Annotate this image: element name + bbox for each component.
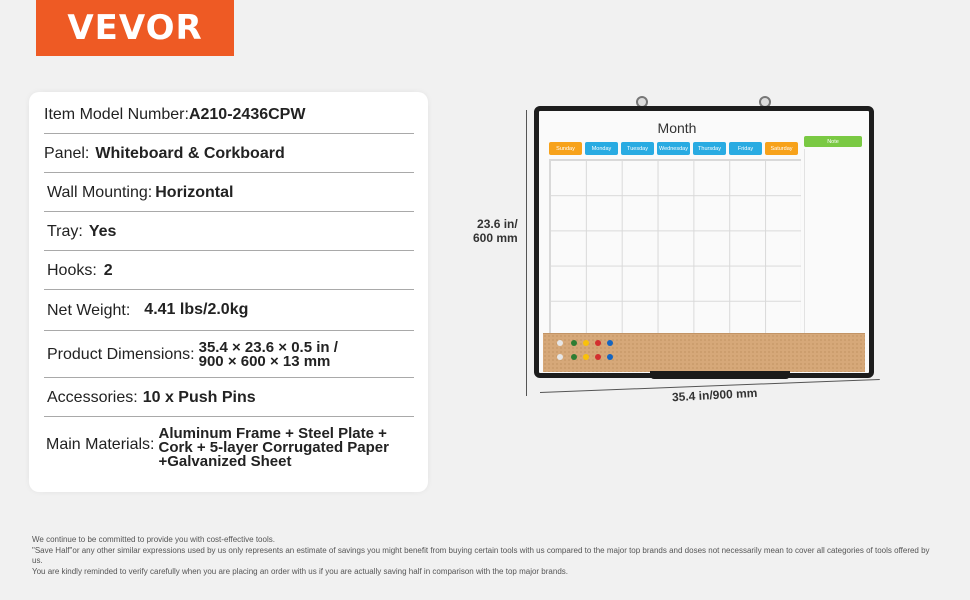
spec-row-hooks (44, 252, 414, 290)
spec-value: 10 x Push Pins (142, 388, 256, 406)
day-tab: Tuesday (621, 142, 654, 155)
materials-line-1: Aluminum Frame + Steel Plate + (158, 425, 387, 442)
height-dimension-line (526, 110, 527, 396)
day-tab: Wednesday (657, 142, 690, 155)
spec-value: Horizontal (155, 183, 234, 201)
materials-line-2: Cork + 5-layer Corrugated Paper (158, 439, 389, 456)
spec-row-dimensions (44, 332, 414, 378)
spec-row-materials (44, 418, 414, 478)
push-pin-icon (557, 354, 563, 360)
spec-card (29, 92, 428, 492)
day-tab: Friday (729, 142, 762, 155)
spec-label: Hooks: (47, 261, 97, 279)
day-tab: Thursday (693, 142, 726, 155)
disclaimer-line-1: We continue to be committed to provide you with cost-effective tools. (32, 535, 275, 544)
day-tab: Monday (585, 142, 618, 155)
push-pin-icon (583, 354, 589, 360)
product-image (470, 86, 900, 426)
spec-label: Item Model Number: (44, 105, 189, 123)
vevor-logo (36, 0, 234, 56)
spec-row-accessories (44, 379, 414, 417)
spec-label: Accessories: (47, 388, 138, 406)
height-label (473, 217, 518, 245)
disclaimer (32, 535, 937, 577)
height-label-line-1: 23.6 in/ (477, 217, 518, 231)
spec-label: Panel: (44, 144, 90, 162)
spec-label: Main Materials: (46, 436, 155, 453)
spec-row-tray (44, 213, 414, 251)
day-tab: Sunday (549, 142, 582, 155)
dimensions-line-1: 35.4 × 23.6 × 0.5 in / (198, 338, 338, 356)
spec-label: Tray: (47, 222, 83, 240)
disclaimer-line-2: "Save Half"or any other similar expressions used by us only represents an estimate of savings you might benefit from buying certain tools with us compared to the major top brands and doses not necessarily mean to cover all categories of tools offered by us. (32, 545, 930, 565)
push-pin-icon (595, 354, 601, 360)
logo-text: VEVOR (67, 8, 203, 48)
push-pin-icon (607, 354, 613, 360)
spec-value: Yes (88, 222, 117, 240)
note-area (804, 149, 865, 335)
spec-row-panel (44, 135, 414, 173)
whiteboard (534, 106, 874, 378)
spec-value: Whiteboard & Corkboard (95, 144, 285, 162)
weekday-row (549, 142, 798, 155)
spec-label: Product Dimensions: (47, 345, 195, 363)
dimensions-line-2: 900 × 600 × 13 mm (198, 352, 331, 370)
note-tab: Note (804, 136, 862, 147)
day-tab: Saturday (765, 142, 798, 155)
push-pin-icon (607, 340, 613, 346)
marker-tray (650, 371, 790, 379)
spec-value: 4.41 lbs/2.0kg (144, 300, 249, 318)
materials-line-3: +Galvanized Sheet (158, 453, 292, 470)
spec-value: A210-2436CPW (188, 105, 306, 123)
width-label: 35.4 in/900 mm (671, 385, 758, 405)
height-label-line-2: 600 mm (473, 231, 518, 245)
spec-label: Wall Mounting: (47, 183, 153, 201)
push-pin-icon (583, 340, 589, 346)
corkboard (543, 333, 865, 372)
push-pin-icon (571, 354, 577, 360)
spec-value (158, 427, 389, 469)
spec-label: Net Weight: (47, 301, 131, 319)
spec-row-wall-mounting (44, 174, 414, 212)
spec-value (198, 338, 338, 370)
spec-value: 2 (103, 261, 113, 279)
push-pin-icon (595, 340, 601, 346)
spec-row-net-weight (44, 291, 414, 331)
month-title: Month (657, 120, 697, 136)
push-pin-icon (557, 340, 563, 346)
disclaimer-line-3: You are kindly reminded to verify carefully when you are placing an order with us if you are actually saving half in comparison with the top major brands. (32, 566, 568, 576)
push-pin-icon (571, 340, 577, 346)
calendar-grid (549, 159, 801, 336)
spec-row-model (44, 96, 414, 134)
